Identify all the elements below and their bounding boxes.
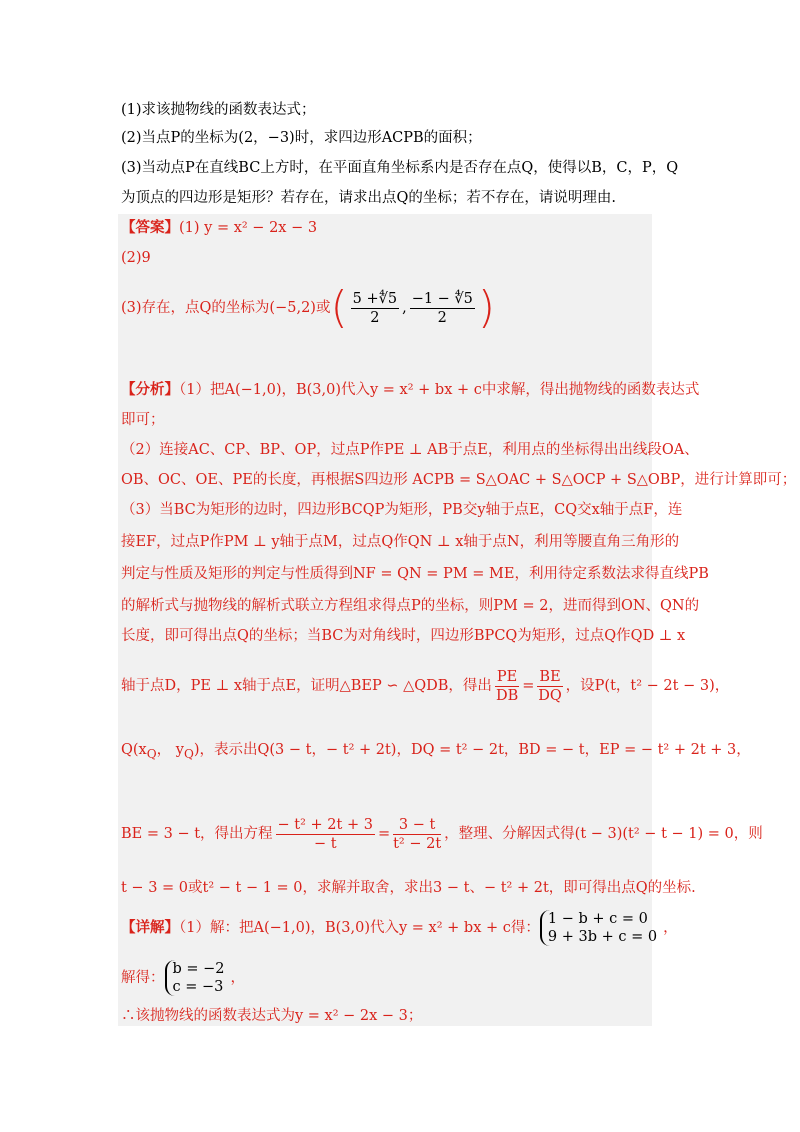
analysis-tag: 【分析】 [121, 382, 179, 398]
analysis-line-11: $Q(x_Q$， $y_Q$)，表示出Q(3 − t，− t² + 2t)，DQ = t² − 2t，BD = − t，EP = − t² + 2t + 3， [121, 742, 751, 761]
fraction-equation-right: $\frac{3 - t}{\text{t² − 2t}}$ [393, 816, 442, 852]
answer-3: (3)存在，点Q的坐标为(−5,2)或( $\frac{5 +∜5}{2}$ , $\frac{-1 - ∜5}{2}$ ) [121, 282, 496, 333]
answer-tag: 【答案】 [121, 220, 179, 236]
left-paren: ( [330, 282, 348, 333]
analysis-line-1: 【分析】（1）把A(−1,0)，B(3,0)代入y = x² + bx + c中求解，得出抛物线的函数表达式 [121, 382, 700, 398]
detail-tag: 【详解】 [121, 920, 179, 936]
right-paren: ) [477, 282, 496, 333]
detail-line-3: ∴该抛物线的函数表达式为y = x² − 2x − 3； [121, 1008, 423, 1024]
answer-3-fraction-2: $\frac{-1 - ∜5}{2}$ [411, 290, 473, 326]
equation-system-1: 1 − b + c = 0 9 + 3b + c = 0 [540, 910, 663, 946]
solution-background [118, 214, 652, 1026]
question-part-3-line-1: (3)当动点P在直线BC上方时，在平面直角坐标系内是否存在点Q，使得以B，C，P，Q [121, 160, 679, 176]
question-part-3-line-2: 为顶点的四边形是矩形？若存在，请求出点Q的坐标；若不存在，请说明理由. [121, 190, 616, 206]
fraction-equation-left: $\frac{\text{− t² + 2t + 3}}{- t}$ [277, 816, 373, 852]
question-part-1: (1)求该抛物线的函数表达式； [121, 102, 316, 118]
analysis-line-12: BE = 3 − t，得出方程 $\frac{\text{− t² + 2t + 3}}{- t}$ = $\frac{3 - t}{\text{t² − 2t}}$ ，整理、分解因式得(t − 3)(t² − t − 1) = 0，则 [121, 816, 763, 852]
answer-3-prefix: (3)存在，点Q的坐标为(−5,2)或 [121, 300, 331, 316]
analysis-line-4: OB、OC、OE、PE的长度，再根据S四边形 ACPB = S△OAC + S△OCP + S△OBP，进行计算即可； [121, 472, 797, 488]
question-part-2: (2)当点P的坐标为(2，−3)时，求四边形ACPB的面积； [121, 130, 482, 146]
analysis-line-9: 长度，即可得出点Q的坐标；当BC为对角线时，四边形BPCQ为矩形，过点Q作QD ⊥ x [121, 628, 686, 644]
answer-3-fraction-1: $\frac{5 +∜5}{2}$ [352, 290, 398, 326]
analysis-line-2: 即可； [121, 412, 165, 428]
analysis-line-10: 轴于点D，PE ⊥ x轴于点E，证明△BEP ∽ △QDB，得出 $\frac{PE}{DB}$ = $\frac{BE}{DQ}$ ，设P(t，t² − 2t − 3)， [121, 668, 730, 704]
answer-line-1 [121, 218, 317, 238]
analysis-line-5: （3）当BC为矩形的边时，四边形BCQP为矩形，PB交y轴于点E，CQ交x轴于点F，连 [121, 502, 683, 518]
analysis-line-13: t − 3 = 0或t² − t − 1 = 0，求解并取舍，求出3 − t、− t² + 2t，即可得出点Q的坐标. [121, 880, 696, 896]
equation-system-2: b = −2 c = −3 [165, 960, 231, 996]
fraction-pe-db: $\frac{PE}{DB}$ [495, 668, 519, 704]
fraction-be-dq: $\frac{BE}{DQ}$ [538, 668, 562, 704]
analysis-line-3: （2）连接AC、CP、BP、OP，过点P作PE ⊥ AB于点E，利用点的坐标得出出线段OA、 [121, 442, 699, 458]
analysis-line-7: 判定与性质及矩形的判定与性质得到NF = QN = PM = ME，利用待定系数法求得直线PB [121, 566, 709, 582]
analysis-line-6: 接EF，过点P作PM ⊥ y轴于点M，过点Q作QN ⊥ x轴于点N，利用等腰直角三角形的 [121, 534, 680, 550]
detail-line-1: 【详解】（1）解：把A(−1,0)，B(3,0)代入y = x² + bx + c得： 1 − b + c = 0 9 + 3b + c = 0 ， [121, 911, 678, 945]
detail-line-2: 解得： b = −2 c = −3 ， [121, 961, 246, 995]
answer-2: (2)9 [121, 250, 151, 266]
answer-1: (1) y = x² − 2x − 3 [179, 220, 318, 236]
analysis-line-8: 的解析式与抛物线的解析式联立方程组求得点P的坐标，则PM = 2，进而得到ON、QN的 [121, 598, 700, 614]
